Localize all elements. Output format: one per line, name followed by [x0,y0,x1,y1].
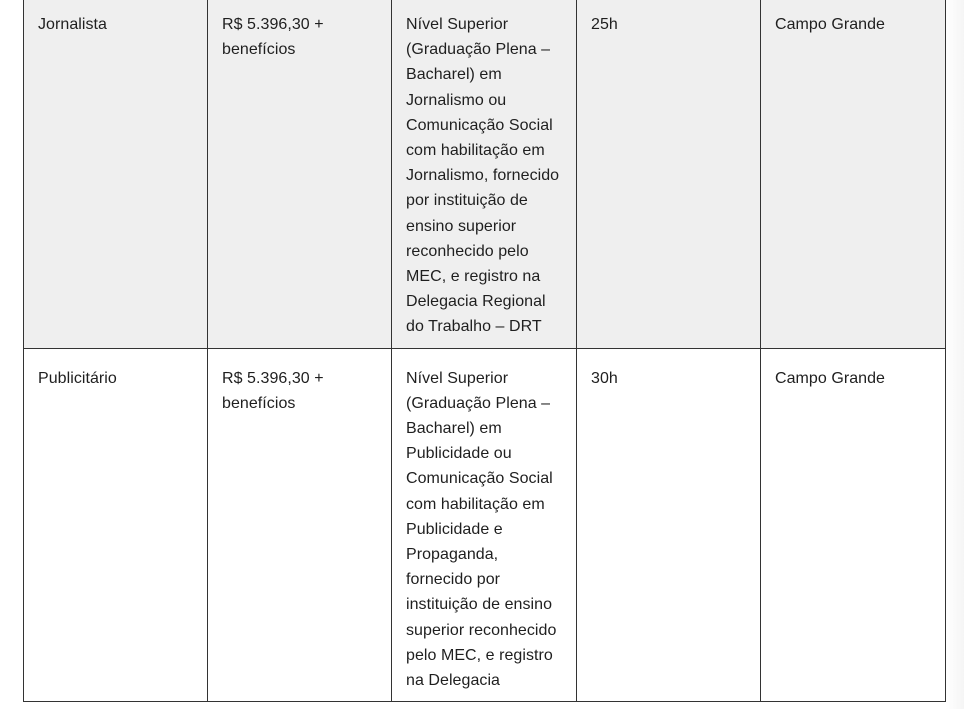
job-table-wrapper [23,0,945,702]
cell-cargo: Jornalista [24,0,208,348]
cell-jornada: 30h [577,348,761,702]
cell-requisitos: Nível Superior (Graduação Plena – Bacharel) em Jornalismo ou Comunicação Social com habilitação em Jornalismo, fornecido por instituição de ensino superior reconhecido pelo MEC, e registro na Delegacia Regional do Trabalho – DRT [392,0,577,348]
table-row [24,0,946,348]
cell-requisitos: Nível Superior (Graduação Plena – Bacharel) em Publicidade ou Comunicação Social com habilitação em Publicidade e Propaganda, fornecido por instituição de ensino superior reconhecido pelo MEC, e registro na Delegacia [392,348,577,702]
cell-salario: R$ 5.396,30 + benefícios [208,0,392,348]
cell-lotacao: Campo Grande [761,0,946,348]
job-table [23,0,946,702]
cell-salario: R$ 5.396,30 + benefícios [208,348,392,702]
cell-jornada: 25h [577,0,761,348]
page-edge-shadow [946,0,964,709]
cell-lotacao: Campo Grande [761,348,946,702]
table-row [24,348,946,702]
cell-cargo: Publicitário [24,348,208,702]
